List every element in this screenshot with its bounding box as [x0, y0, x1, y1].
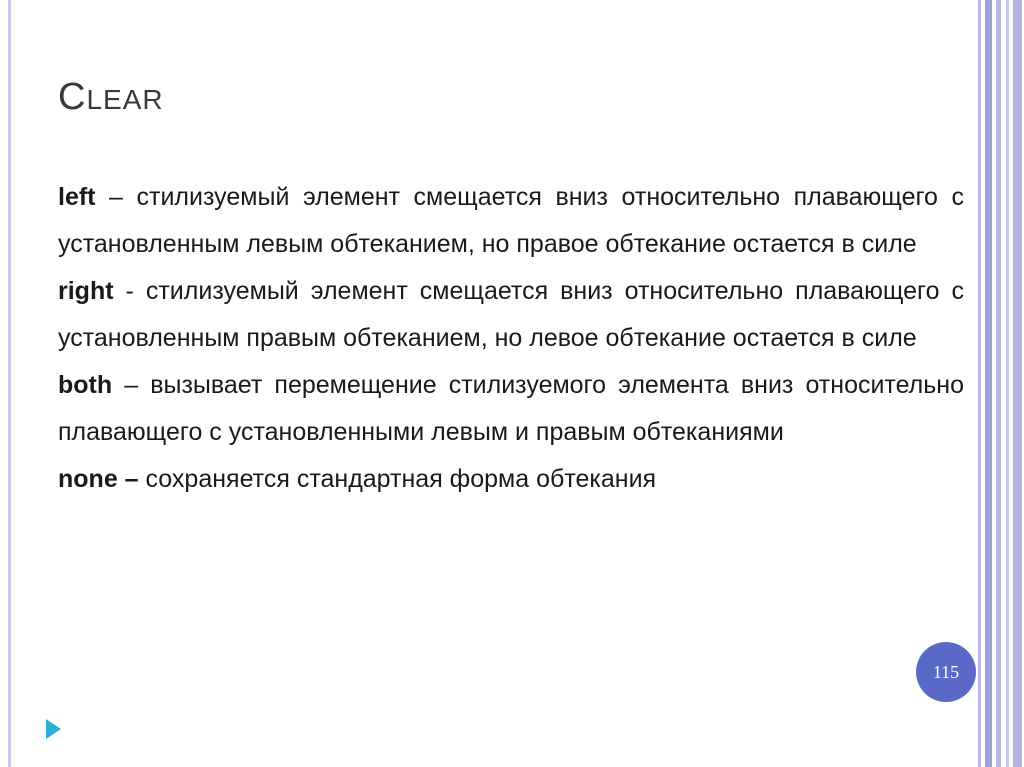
- page-number: 115: [932, 661, 960, 682]
- definition-item-both: [58, 362, 964, 455]
- separator: [139, 465, 146, 493]
- separator: –: [112, 371, 151, 399]
- keyword: both: [58, 371, 113, 399]
- definition-item-right: [58, 268, 964, 361]
- definition-text: сохраняется стандартная форма обтекания: [145, 465, 657, 493]
- right-stripe: [1013, 0, 1022, 767]
- slide-content: [58, 174, 964, 503]
- definition-text: стилизуемый элемент смещается вниз относительно плавающего с установленным левым обтеканием, но правое обтекание остается в силе: [58, 183, 965, 258]
- definition-item-left: [58, 174, 964, 267]
- definition-item-none: [58, 456, 964, 503]
- keyword: left: [58, 183, 96, 211]
- separator: –: [95, 183, 137, 211]
- right-stripe: [1006, 0, 1009, 767]
- keyword: none –: [58, 465, 139, 493]
- play-triangle-icon[interactable]: [46, 719, 61, 739]
- left-border-line: [8, 0, 11, 767]
- definition-text: стилизуемый элемент смещается вниз относительно плавающего с установленным правым обтеканием, но левое обтекание остается в силе: [58, 277, 964, 352]
- title-initial: C: [58, 76, 87, 118]
- title-rest: LEAR: [86, 84, 164, 115]
- page-number-badge: [916, 642, 976, 702]
- separator: -: [113, 277, 146, 305]
- right-stripe: [978, 0, 981, 767]
- definition-text: вызывает перемещение стилизуемого элемента вниз относительно плавающего с установленными левым и правым обтеканиями: [58, 371, 964, 446]
- keyword: right: [58, 277, 114, 305]
- right-stripe: [996, 0, 1001, 767]
- slide-title: [58, 76, 164, 119]
- right-stripe: [985, 0, 992, 767]
